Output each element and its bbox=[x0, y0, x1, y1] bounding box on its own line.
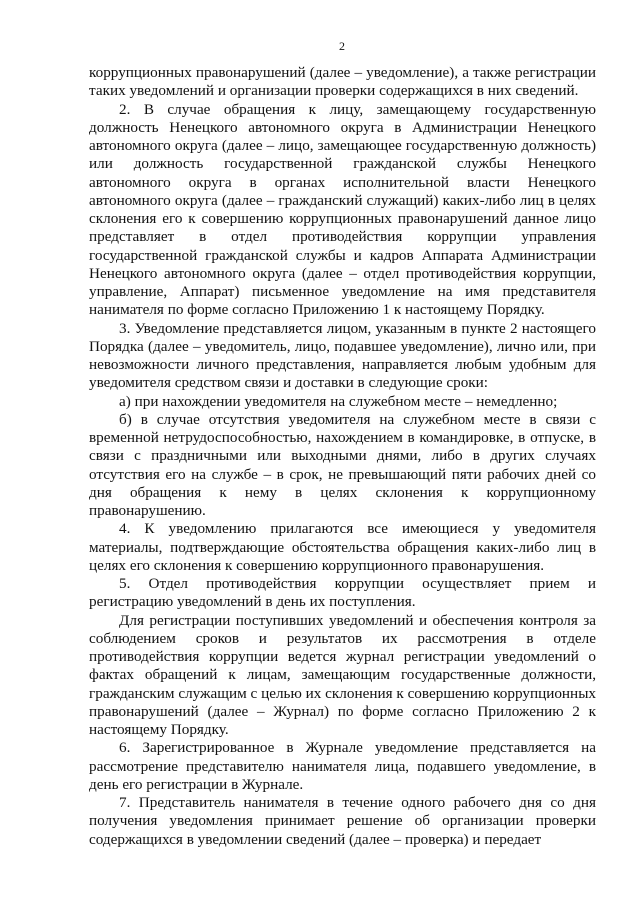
paragraph-continuation: коррупционных правонарушений (далее – уведомление), а также регистрации таких уведомлений и организации проверки содержащихся в них сведений. bbox=[89, 64, 596, 100]
paragraph-item-2: 2. В случае обращения к лицу, замещающему государственную должность Ненецкого автономного округа в Администрации Ненецкого автономного округа (далее – лицо, замещающее государственную должность) или должность государственной гражданской службы Ненецкого автономного округа в органах исполнительной власти Ненецкого автономного округа (далее – гражданский служащий) каких-либо лиц в целях склонения его к совершению коррупционных правонарушений данное лицо представляет в отдел противодействия коррупции управления государственной гражданской службы и кадров Аппарата Администрации Ненецкого автономного округа (далее – отдел противодействия коррупции, управление, Аппарат) письменное уведомление на имя представителя нанимателя по форме согласно Приложению 1 к настоящему Порядку. bbox=[89, 100, 596, 319]
document-body bbox=[89, 64, 596, 849]
paragraph-item-4: 4. К уведомлению прилагаются все имеющиеся у уведомителя материалы, подтверждающие обстоятельства обращения каких-либо лиц в целях его склонения к совершению коррупционного правонарушения. bbox=[89, 520, 596, 574]
paragraph-item-7: 7. Представитель нанимателя в течение одного рабочего дня со дня получения уведомления принимает решение об организации проверки содержащихся в уведомлении сведений (далее – проверка) и передает bbox=[89, 794, 596, 848]
paragraph-journal: Для регистрации поступивших уведомлений и обеспечения контроля за соблюдением сроков и результатов их рассмотрения в отделе противодействия коррупции ведется журнал регистрации уведомлений о фактах обращений к лицам, замещающим государственные должности, гражданским служащим с целью их склонения к совершению коррупционных правонарушений (далее – Журнал) по форме согласно Приложению 2 к настоящему Порядку. bbox=[89, 611, 596, 738]
page-number: 2 bbox=[339, 39, 345, 53]
paragraph-item-5: 5. Отдел противодействия коррупции осуществляет прием и регистрацию уведомлений в день их поступления. bbox=[89, 575, 596, 611]
paragraph-item-3a: а) при нахождении уведомителя на служебном месте – немедленно; bbox=[119, 392, 558, 410]
paragraph-item-6: 6. Зарегистрированное в Журнале уведомление представляется на рассмотрение представителю нанимателя лица, подавшего уведомление, в день его регистрации в Журнале. bbox=[89, 739, 596, 793]
paragraph-item-3b: б) в случае отсутствия уведомителя на служебном месте в связи с временной нетрудоспособностью, нахождением в командировке, в отпуске, в связи с праздничными или выходными днями, либо в других случаях отсутствия его на службе – в срок, не превышающий пяти рабочих дней со дня обращения к нему в целях склонения к коррупционному правонарушению. bbox=[89, 410, 596, 519]
paragraph-item-3: 3. Уведомление представляется лицом, указанным в пункте 2 настоящего Порядка (далее – уведомитель, лицо, подавшее уведомление), лично или, при невозможности личного представления, направляется любым удобным для уведомителя средством связи и доставки в следующие сроки: bbox=[89, 319, 596, 392]
